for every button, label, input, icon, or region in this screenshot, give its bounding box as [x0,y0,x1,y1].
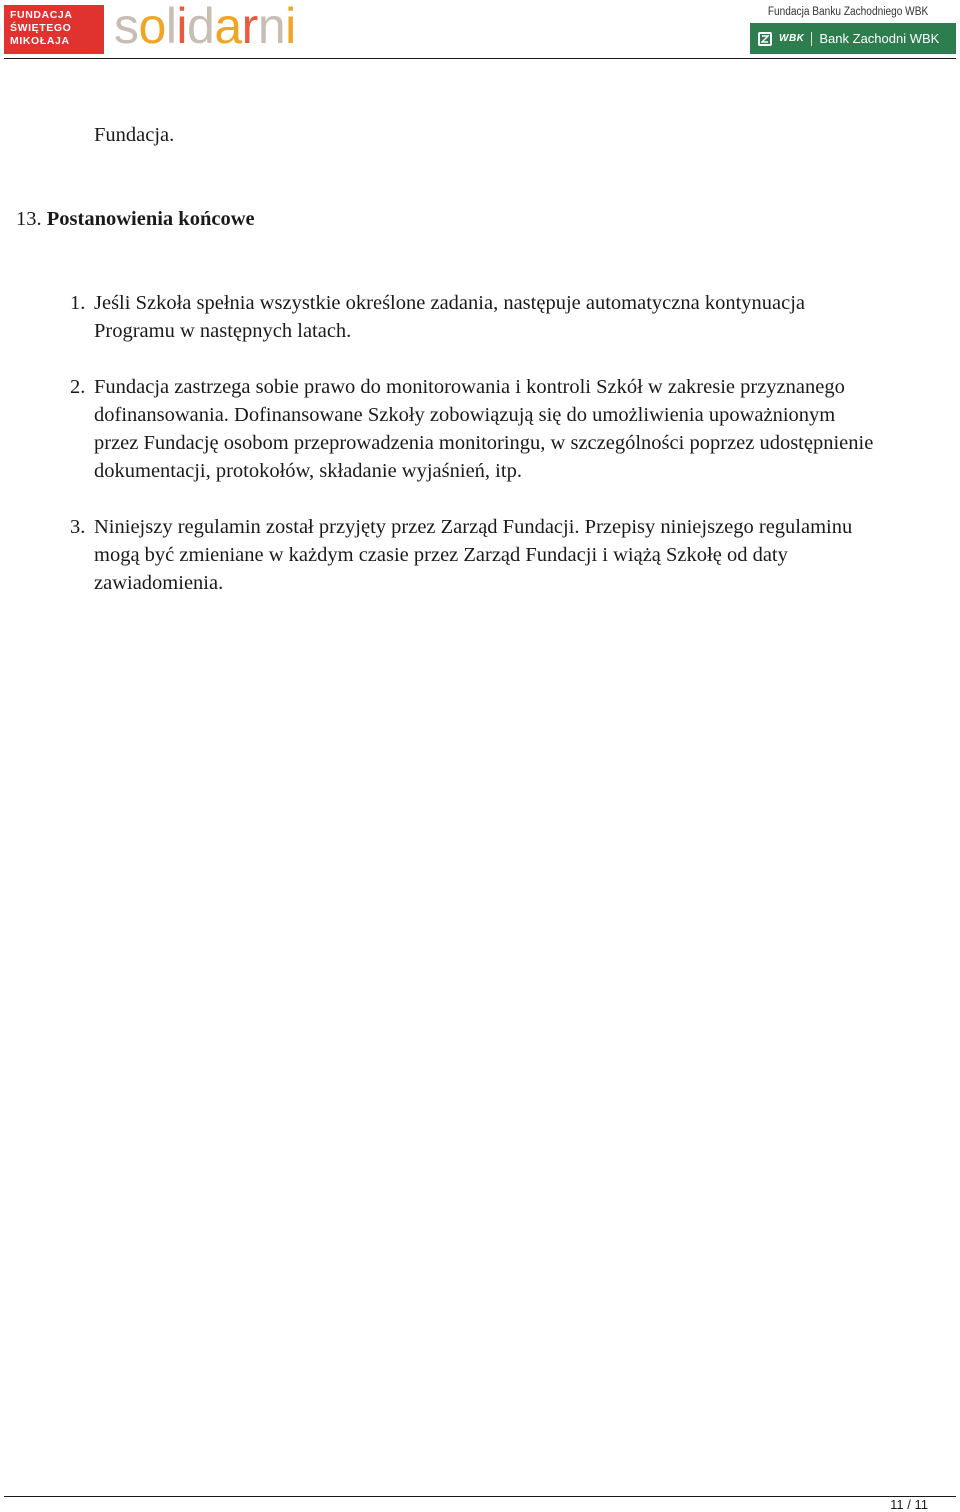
logo-letter: a [214,0,242,54]
wbk-wordmark: WBK [779,33,805,44]
item-line: mogą być zmieniane w każdym czasie przez Zarząd Fundacji i wiążą Szkołę od daty [94,544,788,566]
bank-emblem-icon [758,32,772,46]
item-line: Programu w następnych latach. [94,320,352,342]
provision-item [70,373,954,485]
bank-zachodni-wbk-logo [750,23,956,54]
logo-letter: l [165,0,177,54]
provision-item [70,289,954,345]
logo-letter: i [176,0,188,54]
item-marker: 1. [70,292,86,314]
logo-letter: n [257,0,286,54]
section-heading [16,205,255,233]
item-line: Niniejszy regulamin został przyjęty przez Zarząd Fundacji. Przepisy niniejszego regulaminu [94,516,853,538]
header-divider [4,58,956,59]
item-line: przez Fundację osobom przeprowadzenia monitoringu, w szczególności poprzez udostępnienie [94,432,874,454]
fundacja-swietego-mikolaja-logo [4,5,104,54]
logo-letter: o [138,0,166,54]
item-line: Fundacja zastrzega sobie prawo do monitorowania i kontroli Szkół w zakresie przyznanego [94,376,845,398]
section-number: 13. [16,208,42,230]
item-marker: 2. [70,376,86,398]
logo-line: FUNDACJA [10,9,73,21]
logo-line: ŚWIĘTEGO [10,22,72,34]
solidarni-logo [114,0,296,52]
logo-letter: i [285,0,296,54]
logo-letter: s [114,0,139,54]
provision-item [70,513,954,597]
page-number: 11 / 11 [890,1497,928,1512]
logo-line: MIKOŁAJA [10,35,70,47]
footer-divider [4,1496,956,1497]
logo-letter: r [241,0,258,54]
bank-name: Bank Zachodni WBK [819,31,940,46]
page-header [0,0,960,60]
bank-foundation-label: Fundacja Banku Zachodniego WBK [767,6,928,18]
logo-letter: d [187,0,215,54]
section-title: Postanowienia końcowe [46,208,255,230]
item-marker: 3. [70,516,86,538]
item-line: zawiadomienia. [94,572,224,594]
continued-text: Fundacja. [94,124,175,146]
item-line: dofinansowania. Dofinansowane Szkoły zobowiązują się do umożliwienia upoważnionym [94,404,836,426]
badge-separator [811,32,812,46]
item-line: dokumentacji, protokołów, składanie wyjaśnień, itp. [94,460,522,482]
item-line: Jeśli Szkoła spełnia wszystkie określone zadania, następuje automatyczna kontynuacja [94,292,806,314]
